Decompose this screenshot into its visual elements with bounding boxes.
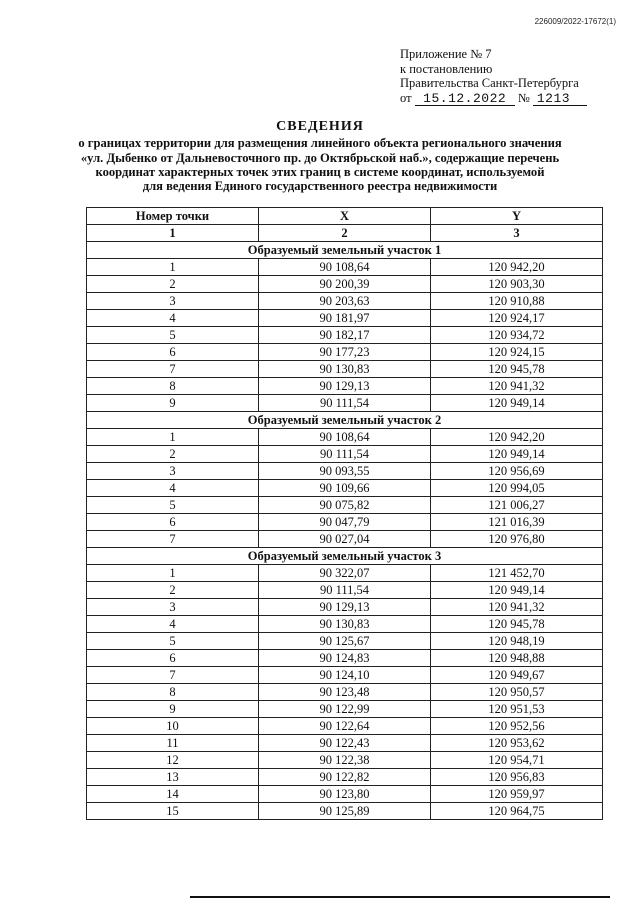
y-coordinate: 120 956,69: [431, 463, 603, 480]
coordinates-table: [86, 207, 603, 820]
point-number: 2: [87, 276, 259, 293]
table-row: [87, 616, 603, 633]
table-row: [87, 480, 603, 497]
table-row: [87, 684, 603, 701]
point-number: 5: [87, 633, 259, 650]
point-number: 4: [87, 480, 259, 497]
point-number: 4: [87, 310, 259, 327]
table-row: [87, 463, 603, 480]
y-coordinate: 120 951,53: [431, 701, 603, 718]
x-coordinate: 90 111,54: [259, 446, 431, 463]
point-number: 5: [87, 327, 259, 344]
point-number: 7: [87, 667, 259, 684]
x-coordinate: 90 122,43: [259, 735, 431, 752]
x-coordinate: 90 177,23: [259, 344, 431, 361]
y-coordinate: 120 934,72: [431, 327, 603, 344]
table-row: [87, 803, 603, 820]
x-coordinate: 90 129,13: [259, 599, 431, 616]
y-coordinate: 120 949,14: [431, 446, 603, 463]
table-row: [87, 752, 603, 769]
y-coordinate: 121 006,27: [431, 497, 603, 514]
table-row: [87, 786, 603, 803]
point-number: 14: [87, 786, 259, 803]
table-row: [87, 395, 603, 412]
y-coordinate: 120 941,32: [431, 378, 603, 395]
y-coordinate: 120 942,20: [431, 259, 603, 276]
point-number: 7: [87, 361, 259, 378]
x-coordinate: 90 122,64: [259, 718, 431, 735]
y-coordinate: 120 964,75: [431, 803, 603, 820]
heading-title: СВЕДЕНИЯ: [276, 119, 364, 134]
x-coordinate: 90 122,38: [259, 752, 431, 769]
point-number: 3: [87, 599, 259, 616]
column-number-2: 2: [259, 225, 431, 242]
x-coordinate: 90 130,83: [259, 616, 431, 633]
header-x: X: [259, 208, 431, 225]
point-number: 3: [87, 293, 259, 310]
point-number: 8: [87, 684, 259, 701]
table-row: [87, 650, 603, 667]
resolution-date: 15.12.2022: [415, 92, 515, 106]
x-coordinate: 90 181,97: [259, 310, 431, 327]
x-coordinate: 90 124,83: [259, 650, 431, 667]
appendix-line-3: Правительства Санкт-Петербурга: [400, 76, 579, 91]
table-row: [87, 361, 603, 378]
point-number: 13: [87, 769, 259, 786]
point-number: 8: [87, 378, 259, 395]
y-coordinate: 120 903,30: [431, 276, 603, 293]
column-number-1: 1: [87, 225, 259, 242]
section-header-row: [87, 242, 603, 259]
point-number: 2: [87, 446, 259, 463]
date-label: от: [400, 90, 412, 105]
y-coordinate: 120 953,62: [431, 735, 603, 752]
table-row: [87, 735, 603, 752]
x-coordinate: 90 182,17: [259, 327, 431, 344]
section-title: Образуемый земельный участок 1: [87, 242, 603, 259]
y-coordinate: 120 950,57: [431, 684, 603, 701]
y-coordinate: 120 945,78: [431, 616, 603, 633]
table-row: [87, 293, 603, 310]
table-header-row: [87, 208, 603, 225]
table-row: [87, 599, 603, 616]
y-coordinate: 121 452,70: [431, 565, 603, 582]
y-coordinate: 120 994,05: [431, 480, 603, 497]
point-number: 10: [87, 718, 259, 735]
table-row: [87, 565, 603, 582]
point-number: 6: [87, 344, 259, 361]
y-coordinate: 120 948,19: [431, 633, 603, 650]
point-number: 11: [87, 735, 259, 752]
table-row: [87, 276, 603, 293]
x-coordinate: 90 125,67: [259, 633, 431, 650]
heading-line-3: координат характерных точек этих границ в системе координат, используемой: [95, 164, 545, 179]
table-row: [87, 531, 603, 548]
x-coordinate: 90 203,63: [259, 293, 431, 310]
table-row: [87, 718, 603, 735]
point-number: 6: [87, 514, 259, 531]
point-number: 1: [87, 259, 259, 276]
y-coordinate: 120 910,88: [431, 293, 603, 310]
header-point-number: Номер точки: [87, 208, 259, 225]
appendix-line-2: к постановлению: [400, 61, 493, 76]
x-coordinate: 90 122,99: [259, 701, 431, 718]
table-row: [87, 701, 603, 718]
column-number-row: [87, 225, 603, 242]
header-y: Y: [431, 208, 603, 225]
table-row: [87, 259, 603, 276]
footer-rule: [190, 896, 610, 898]
heading-line-4: для ведения Единого государственного реестра недвижимости: [142, 179, 498, 194]
point-number: 3: [87, 463, 259, 480]
x-coordinate: 90 108,64: [259, 259, 431, 276]
x-coordinate: 90 125,89: [259, 803, 431, 820]
x-coordinate: 90 129,13: [259, 378, 431, 395]
x-coordinate: 90 130,83: [259, 361, 431, 378]
x-coordinate: 90 122,82: [259, 769, 431, 786]
point-number: 4: [87, 616, 259, 633]
y-coordinate: 120 956,83: [431, 769, 603, 786]
heading-line-2: «ул. Дыбенко от Дальневосточного пр. до Октябрьской наб.», содержащие перечень: [80, 150, 560, 165]
y-coordinate: 120 945,78: [431, 361, 603, 378]
x-coordinate: 90 123,48: [259, 684, 431, 701]
point-number: 1: [87, 565, 259, 582]
table-row: [87, 429, 603, 446]
appendix-date-row: [400, 91, 630, 106]
x-coordinate: 90 111,54: [259, 395, 431, 412]
x-coordinate: 90 027,04: [259, 531, 431, 548]
point-number: 1: [87, 429, 259, 446]
y-coordinate: 120 959,97: [431, 786, 603, 803]
section-title: Образуемый земельный участок 3: [87, 548, 603, 565]
point-number: 6: [87, 650, 259, 667]
y-coordinate: 120 949,14: [431, 395, 603, 412]
x-coordinate: 90 123,80: [259, 786, 431, 803]
y-coordinate: 120 924,17: [431, 310, 603, 327]
x-coordinate: 90 111,54: [259, 582, 431, 599]
table-row: [87, 344, 603, 361]
heading-line-1: о границах территории для размещения линейного объекта регионального значения: [78, 136, 562, 151]
table-row: [87, 327, 603, 344]
x-coordinate: 90 075,82: [259, 497, 431, 514]
resolution-number: 1213: [533, 92, 587, 106]
x-coordinate: 90 200,39: [259, 276, 431, 293]
y-coordinate: 121 016,39: [431, 514, 603, 531]
table-row: [87, 497, 603, 514]
section-header-row: [87, 548, 603, 565]
y-coordinate: 120 942,20: [431, 429, 603, 446]
point-number: 12: [87, 752, 259, 769]
y-coordinate: 120 924,15: [431, 344, 603, 361]
appendix-block: [400, 47, 630, 106]
y-coordinate: 120 941,32: [431, 599, 603, 616]
table-row: [87, 667, 603, 684]
point-number: 9: [87, 701, 259, 718]
x-coordinate: 90 124,10: [259, 667, 431, 684]
y-coordinate: 120 954,71: [431, 752, 603, 769]
y-coordinate: 120 949,67: [431, 667, 603, 684]
table-row: [87, 514, 603, 531]
x-coordinate: 90 047,79: [259, 514, 431, 531]
table-row: [87, 446, 603, 463]
table-row: [87, 582, 603, 599]
table-row: [87, 310, 603, 327]
y-coordinate: 120 976,80: [431, 531, 603, 548]
table-body: [87, 242, 603, 820]
y-coordinate: 120 952,56: [431, 718, 603, 735]
number-label: №: [517, 90, 530, 105]
point-number: 15: [87, 803, 259, 820]
document-heading: [0, 120, 640, 193]
y-coordinate: 120 948,88: [431, 650, 603, 667]
x-coordinate: 90 108,64: [259, 429, 431, 446]
x-coordinate: 90 322,07: [259, 565, 431, 582]
point-number: 9: [87, 395, 259, 412]
table-row: [87, 769, 603, 786]
point-number: 5: [87, 497, 259, 514]
document-id: 226009/2022-17672(1): [534, 17, 616, 26]
y-coordinate: 120 949,14: [431, 582, 603, 599]
section-header-row: [87, 412, 603, 429]
point-number: 7: [87, 531, 259, 548]
x-coordinate: 90 093,55: [259, 463, 431, 480]
x-coordinate: 90 109,66: [259, 480, 431, 497]
appendix-line-1: Приложение № 7: [400, 47, 492, 61]
table-row: [87, 378, 603, 395]
column-number-3: 3: [431, 225, 603, 242]
table-row: [87, 633, 603, 650]
point-number: 2: [87, 582, 259, 599]
section-title: Образуемый земельный участок 2: [87, 412, 603, 429]
